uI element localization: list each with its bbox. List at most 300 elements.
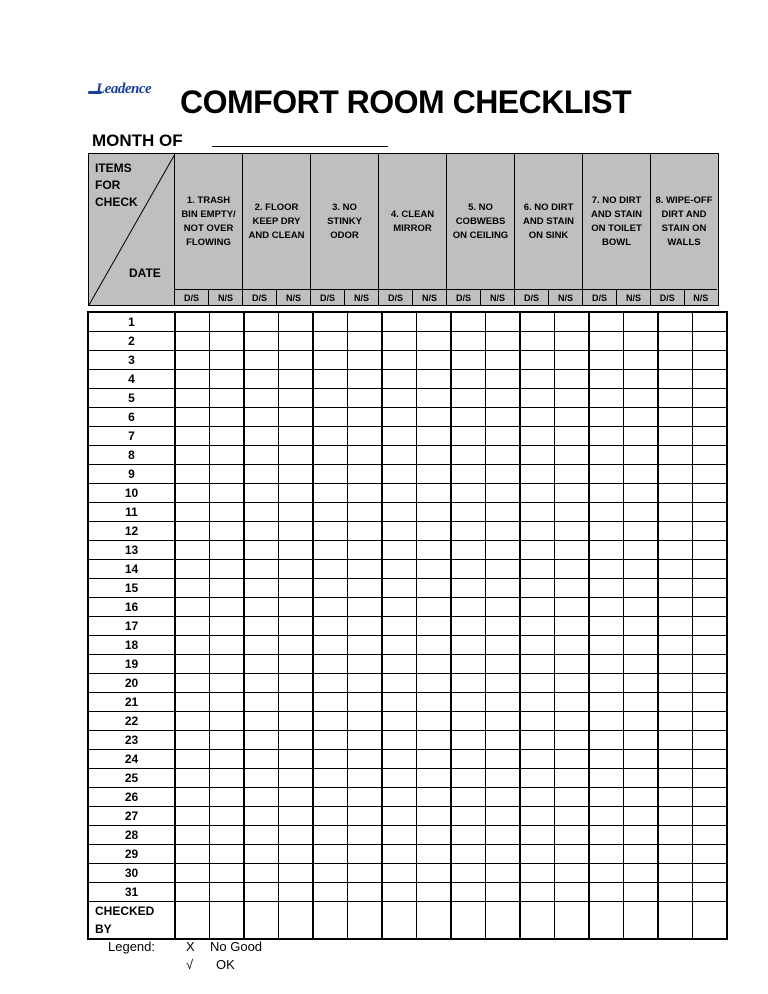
ns-check-cell[interactable] xyxy=(210,769,245,788)
ds-check-cell[interactable] xyxy=(244,408,279,427)
ns-check-cell[interactable] xyxy=(624,693,659,712)
ns-check-cell[interactable] xyxy=(417,788,452,807)
ns-check-cell[interactable] xyxy=(417,313,452,332)
ns-check-cell[interactable] xyxy=(417,617,452,636)
ns-check-cell[interactable] xyxy=(693,598,727,617)
ns-check-cell[interactable] xyxy=(210,427,245,446)
ds-check-cell[interactable] xyxy=(244,522,279,541)
ns-check-cell[interactable] xyxy=(693,389,727,408)
ns-check-cell[interactable] xyxy=(555,693,590,712)
ns-check-cell[interactable] xyxy=(210,845,245,864)
ns-check-cell[interactable] xyxy=(348,332,383,351)
ds-check-cell[interactable] xyxy=(313,484,348,503)
ns-check-cell[interactable] xyxy=(210,522,245,541)
ns-check-cell[interactable] xyxy=(348,465,383,484)
ns-check-cell[interactable] xyxy=(693,541,727,560)
ns-check-cell[interactable] xyxy=(279,465,314,484)
ns-check-cell[interactable] xyxy=(693,522,727,541)
ds-check-cell[interactable] xyxy=(244,370,279,389)
ns-check-cell[interactable] xyxy=(417,560,452,579)
ns-check-cell[interactable] xyxy=(693,503,727,522)
ns-check-cell[interactable] xyxy=(693,750,727,769)
ds-check-cell[interactable] xyxy=(382,503,417,522)
ds-check-cell[interactable] xyxy=(313,655,348,674)
ds-check-cell[interactable] xyxy=(313,560,348,579)
ns-check-cell[interactable] xyxy=(624,484,659,503)
ds-check-cell[interactable] xyxy=(382,693,417,712)
ns-check-cell[interactable] xyxy=(624,636,659,655)
ns-check-cell[interactable] xyxy=(417,731,452,750)
ns-check-cell[interactable] xyxy=(279,807,314,826)
ds-check-cell[interactable] xyxy=(451,370,486,389)
ns-check-cell[interactable] xyxy=(486,826,521,845)
ds-check-cell[interactable] xyxy=(244,902,279,939)
ds-check-cell[interactable] xyxy=(313,769,348,788)
ns-check-cell[interactable] xyxy=(624,313,659,332)
ns-check-cell[interactable] xyxy=(486,902,521,939)
ds-check-cell[interactable] xyxy=(520,883,555,902)
ns-check-cell[interactable] xyxy=(279,351,314,370)
ns-check-cell[interactable] xyxy=(624,826,659,845)
ds-check-cell[interactable] xyxy=(313,731,348,750)
ns-check-cell[interactable] xyxy=(624,389,659,408)
ds-check-cell[interactable] xyxy=(313,465,348,484)
ds-check-cell[interactable] xyxy=(175,864,210,883)
ns-check-cell[interactable] xyxy=(417,674,452,693)
ds-check-cell[interactable] xyxy=(451,389,486,408)
ds-check-cell[interactable] xyxy=(244,446,279,465)
ns-check-cell[interactable] xyxy=(348,636,383,655)
ds-check-cell[interactable] xyxy=(244,351,279,370)
ds-check-cell[interactable] xyxy=(589,408,624,427)
ds-check-cell[interactable] xyxy=(451,750,486,769)
ds-check-cell[interactable] xyxy=(589,541,624,560)
ns-check-cell[interactable] xyxy=(486,807,521,826)
ns-check-cell[interactable] xyxy=(348,598,383,617)
ds-check-cell[interactable] xyxy=(313,598,348,617)
ns-check-cell[interactable] xyxy=(210,446,245,465)
ds-check-cell[interactable] xyxy=(589,674,624,693)
ds-check-cell[interactable] xyxy=(658,313,693,332)
ns-check-cell[interactable] xyxy=(555,883,590,902)
ds-check-cell[interactable] xyxy=(313,332,348,351)
ds-check-cell[interactable] xyxy=(520,408,555,427)
ns-check-cell[interactable] xyxy=(348,389,383,408)
ds-check-cell[interactable] xyxy=(589,617,624,636)
ns-check-cell[interactable] xyxy=(417,370,452,389)
ns-check-cell[interactable] xyxy=(348,484,383,503)
ds-check-cell[interactable] xyxy=(382,484,417,503)
ds-check-cell[interactable] xyxy=(382,351,417,370)
ns-check-cell[interactable] xyxy=(279,427,314,446)
ds-check-cell[interactable] xyxy=(313,579,348,598)
ds-check-cell[interactable] xyxy=(658,617,693,636)
ds-check-cell[interactable] xyxy=(520,389,555,408)
ds-check-cell[interactable] xyxy=(451,864,486,883)
ns-check-cell[interactable] xyxy=(210,826,245,845)
ns-check-cell[interactable] xyxy=(279,389,314,408)
ds-check-cell[interactable] xyxy=(244,465,279,484)
ds-check-cell[interactable] xyxy=(589,446,624,465)
ds-check-cell[interactable] xyxy=(313,617,348,636)
ds-check-cell[interactable] xyxy=(244,750,279,769)
ns-check-cell[interactable] xyxy=(486,693,521,712)
ds-check-cell[interactable] xyxy=(658,864,693,883)
ds-check-cell[interactable] xyxy=(451,313,486,332)
ns-check-cell[interactable] xyxy=(210,712,245,731)
ns-check-cell[interactable] xyxy=(486,883,521,902)
ds-check-cell[interactable] xyxy=(658,731,693,750)
ds-check-cell[interactable] xyxy=(382,807,417,826)
ds-check-cell[interactable] xyxy=(313,693,348,712)
ds-check-cell[interactable] xyxy=(451,902,486,939)
ns-check-cell[interactable] xyxy=(693,674,727,693)
ns-check-cell[interactable] xyxy=(693,655,727,674)
ns-check-cell[interactable] xyxy=(693,560,727,579)
ns-check-cell[interactable] xyxy=(417,693,452,712)
ns-check-cell[interactable] xyxy=(417,408,452,427)
ds-check-cell[interactable] xyxy=(313,788,348,807)
ns-check-cell[interactable] xyxy=(279,731,314,750)
ds-check-cell[interactable] xyxy=(658,560,693,579)
ds-check-cell[interactable] xyxy=(382,902,417,939)
ns-check-cell[interactable] xyxy=(486,636,521,655)
ns-check-cell[interactable] xyxy=(279,370,314,389)
ds-check-cell[interactable] xyxy=(244,560,279,579)
ns-check-cell[interactable] xyxy=(279,883,314,902)
ds-check-cell[interactable] xyxy=(658,389,693,408)
ns-check-cell[interactable] xyxy=(693,370,727,389)
ds-check-cell[interactable] xyxy=(244,712,279,731)
ds-check-cell[interactable] xyxy=(451,332,486,351)
ds-check-cell[interactable] xyxy=(244,693,279,712)
ds-check-cell[interactable] xyxy=(313,351,348,370)
ns-check-cell[interactable] xyxy=(486,731,521,750)
ns-check-cell[interactable] xyxy=(417,902,452,939)
ds-check-cell[interactable] xyxy=(175,408,210,427)
ns-check-cell[interactable] xyxy=(555,674,590,693)
ds-check-cell[interactable] xyxy=(175,674,210,693)
ds-check-cell[interactable] xyxy=(520,446,555,465)
ns-check-cell[interactable] xyxy=(210,750,245,769)
ns-check-cell[interactable] xyxy=(210,636,245,655)
ns-check-cell[interactable] xyxy=(624,864,659,883)
ds-check-cell[interactable] xyxy=(382,370,417,389)
ns-check-cell[interactable] xyxy=(348,313,383,332)
ns-check-cell[interactable] xyxy=(486,655,521,674)
ns-check-cell[interactable] xyxy=(486,769,521,788)
ds-check-cell[interactable] xyxy=(382,750,417,769)
ns-check-cell[interactable] xyxy=(486,598,521,617)
ns-check-cell[interactable] xyxy=(210,807,245,826)
ns-check-cell[interactable] xyxy=(555,712,590,731)
ns-check-cell[interactable] xyxy=(555,655,590,674)
ns-check-cell[interactable] xyxy=(486,617,521,636)
ns-check-cell[interactable] xyxy=(693,579,727,598)
ns-check-cell[interactable] xyxy=(486,427,521,446)
ds-check-cell[interactable] xyxy=(589,503,624,522)
ds-check-cell[interactable] xyxy=(175,750,210,769)
ds-check-cell[interactable] xyxy=(451,636,486,655)
ns-check-cell[interactable] xyxy=(279,598,314,617)
ds-check-cell[interactable] xyxy=(175,484,210,503)
ns-check-cell[interactable] xyxy=(555,636,590,655)
ns-check-cell[interactable] xyxy=(417,465,452,484)
ns-check-cell[interactable] xyxy=(693,902,727,939)
ns-check-cell[interactable] xyxy=(348,579,383,598)
ns-check-cell[interactable] xyxy=(555,826,590,845)
ds-check-cell[interactable] xyxy=(589,370,624,389)
ds-check-cell[interactable] xyxy=(313,883,348,902)
ds-check-cell[interactable] xyxy=(175,313,210,332)
ns-check-cell[interactable] xyxy=(279,332,314,351)
ds-check-cell[interactable] xyxy=(175,617,210,636)
ds-check-cell[interactable] xyxy=(520,769,555,788)
ns-check-cell[interactable] xyxy=(210,484,245,503)
ns-check-cell[interactable] xyxy=(210,332,245,351)
ds-check-cell[interactable] xyxy=(520,712,555,731)
ds-check-cell[interactable] xyxy=(382,541,417,560)
ds-check-cell[interactable] xyxy=(451,693,486,712)
ds-check-cell[interactable] xyxy=(589,788,624,807)
ns-check-cell[interactable] xyxy=(210,598,245,617)
ds-check-cell[interactable] xyxy=(520,541,555,560)
ns-check-cell[interactable] xyxy=(279,902,314,939)
ns-check-cell[interactable] xyxy=(210,370,245,389)
ns-check-cell[interactable] xyxy=(624,655,659,674)
ns-check-cell[interactable] xyxy=(279,864,314,883)
ns-check-cell[interactable] xyxy=(417,427,452,446)
ds-check-cell[interactable] xyxy=(382,332,417,351)
ds-check-cell[interactable] xyxy=(382,655,417,674)
ds-check-cell[interactable] xyxy=(451,655,486,674)
ds-check-cell[interactable] xyxy=(658,484,693,503)
ns-check-cell[interactable] xyxy=(279,788,314,807)
ds-check-cell[interactable] xyxy=(244,845,279,864)
ds-check-cell[interactable] xyxy=(520,826,555,845)
ns-check-cell[interactable] xyxy=(555,579,590,598)
ds-check-cell[interactable] xyxy=(520,579,555,598)
ds-check-cell[interactable] xyxy=(520,598,555,617)
ds-check-cell[interactable] xyxy=(451,351,486,370)
ns-check-cell[interactable] xyxy=(555,332,590,351)
ds-check-cell[interactable] xyxy=(589,313,624,332)
ds-check-cell[interactable] xyxy=(382,674,417,693)
ds-check-cell[interactable] xyxy=(451,845,486,864)
ns-check-cell[interactable] xyxy=(624,522,659,541)
ns-check-cell[interactable] xyxy=(624,465,659,484)
ns-check-cell[interactable] xyxy=(693,712,727,731)
ds-check-cell[interactable] xyxy=(313,712,348,731)
ds-check-cell[interactable] xyxy=(244,807,279,826)
ns-check-cell[interactable] xyxy=(348,655,383,674)
ns-check-cell[interactable] xyxy=(555,807,590,826)
ds-check-cell[interactable] xyxy=(658,712,693,731)
ds-check-cell[interactable] xyxy=(589,731,624,750)
ds-check-cell[interactable] xyxy=(658,351,693,370)
ns-check-cell[interactable] xyxy=(693,731,727,750)
ds-check-cell[interactable] xyxy=(658,579,693,598)
ns-check-cell[interactable] xyxy=(693,332,727,351)
ns-check-cell[interactable] xyxy=(624,427,659,446)
ds-check-cell[interactable] xyxy=(451,503,486,522)
ns-check-cell[interactable] xyxy=(279,579,314,598)
ds-check-cell[interactable] xyxy=(658,750,693,769)
ns-check-cell[interactable] xyxy=(486,579,521,598)
ns-check-cell[interactable] xyxy=(693,845,727,864)
ns-check-cell[interactable] xyxy=(624,845,659,864)
ns-check-cell[interactable] xyxy=(210,465,245,484)
ds-check-cell[interactable] xyxy=(175,351,210,370)
ns-check-cell[interactable] xyxy=(348,750,383,769)
ns-check-cell[interactable] xyxy=(417,351,452,370)
ns-check-cell[interactable] xyxy=(348,560,383,579)
ns-check-cell[interactable] xyxy=(279,750,314,769)
ds-check-cell[interactable] xyxy=(175,389,210,408)
ns-check-cell[interactable] xyxy=(210,579,245,598)
ds-check-cell[interactable] xyxy=(451,446,486,465)
ds-check-cell[interactable] xyxy=(244,427,279,446)
ds-check-cell[interactable] xyxy=(451,788,486,807)
ds-check-cell[interactable] xyxy=(175,522,210,541)
ns-check-cell[interactable] xyxy=(555,617,590,636)
ds-check-cell[interactable] xyxy=(589,560,624,579)
ns-check-cell[interactable] xyxy=(348,864,383,883)
ds-check-cell[interactable] xyxy=(658,598,693,617)
ns-check-cell[interactable] xyxy=(486,674,521,693)
ds-check-cell[interactable] xyxy=(382,408,417,427)
ns-check-cell[interactable] xyxy=(693,636,727,655)
ns-check-cell[interactable] xyxy=(555,370,590,389)
ds-check-cell[interactable] xyxy=(244,598,279,617)
ns-check-cell[interactable] xyxy=(624,541,659,560)
ds-check-cell[interactable] xyxy=(589,712,624,731)
ds-check-cell[interactable] xyxy=(382,598,417,617)
ns-check-cell[interactable] xyxy=(486,389,521,408)
ns-check-cell[interactable] xyxy=(555,427,590,446)
ds-check-cell[interactable] xyxy=(313,845,348,864)
ns-check-cell[interactable] xyxy=(348,617,383,636)
ns-check-cell[interactable] xyxy=(417,503,452,522)
ds-check-cell[interactable] xyxy=(244,883,279,902)
ns-check-cell[interactable] xyxy=(279,503,314,522)
ns-check-cell[interactable] xyxy=(486,313,521,332)
ds-check-cell[interactable] xyxy=(658,503,693,522)
ns-check-cell[interactable] xyxy=(279,693,314,712)
ds-check-cell[interactable] xyxy=(589,750,624,769)
ds-check-cell[interactable] xyxy=(244,655,279,674)
ds-check-cell[interactable] xyxy=(244,769,279,788)
ns-check-cell[interactable] xyxy=(624,408,659,427)
ns-check-cell[interactable] xyxy=(555,351,590,370)
ns-check-cell[interactable] xyxy=(693,465,727,484)
ns-check-cell[interactable] xyxy=(624,769,659,788)
ns-check-cell[interactable] xyxy=(210,655,245,674)
ns-check-cell[interactable] xyxy=(693,351,727,370)
ns-check-cell[interactable] xyxy=(348,427,383,446)
ds-check-cell[interactable] xyxy=(451,883,486,902)
ds-check-cell[interactable] xyxy=(589,864,624,883)
ds-check-cell[interactable] xyxy=(313,522,348,541)
ds-check-cell[interactable] xyxy=(520,845,555,864)
ns-check-cell[interactable] xyxy=(210,351,245,370)
ds-check-cell[interactable] xyxy=(313,389,348,408)
ns-check-cell[interactable] xyxy=(624,712,659,731)
ds-check-cell[interactable] xyxy=(451,522,486,541)
ns-check-cell[interactable] xyxy=(348,712,383,731)
ds-check-cell[interactable] xyxy=(589,845,624,864)
ds-check-cell[interactable] xyxy=(589,598,624,617)
ns-check-cell[interactable] xyxy=(555,845,590,864)
ds-check-cell[interactable] xyxy=(382,826,417,845)
ds-check-cell[interactable] xyxy=(520,674,555,693)
ds-check-cell[interactable] xyxy=(589,693,624,712)
ns-check-cell[interactable] xyxy=(417,712,452,731)
ds-check-cell[interactable] xyxy=(589,807,624,826)
ns-check-cell[interactable] xyxy=(486,465,521,484)
ds-check-cell[interactable] xyxy=(520,484,555,503)
ns-check-cell[interactable] xyxy=(624,731,659,750)
ds-check-cell[interactable] xyxy=(244,332,279,351)
ds-check-cell[interactable] xyxy=(382,313,417,332)
ds-check-cell[interactable] xyxy=(589,579,624,598)
ds-check-cell[interactable] xyxy=(175,465,210,484)
ns-check-cell[interactable] xyxy=(210,731,245,750)
ds-check-cell[interactable] xyxy=(244,826,279,845)
ns-check-cell[interactable] xyxy=(210,674,245,693)
ds-check-cell[interactable] xyxy=(520,465,555,484)
ns-check-cell[interactable] xyxy=(624,446,659,465)
ds-check-cell[interactable] xyxy=(658,655,693,674)
ds-check-cell[interactable] xyxy=(589,427,624,446)
ds-check-cell[interactable] xyxy=(244,389,279,408)
ds-check-cell[interactable] xyxy=(520,617,555,636)
ds-check-cell[interactable] xyxy=(520,731,555,750)
ds-check-cell[interactable] xyxy=(658,427,693,446)
ds-check-cell[interactable] xyxy=(175,598,210,617)
ns-check-cell[interactable] xyxy=(486,370,521,389)
ds-check-cell[interactable] xyxy=(382,427,417,446)
ns-check-cell[interactable] xyxy=(555,750,590,769)
ds-check-cell[interactable] xyxy=(175,902,210,939)
ns-check-cell[interactable] xyxy=(486,522,521,541)
ds-check-cell[interactable] xyxy=(451,484,486,503)
ns-check-cell[interactable] xyxy=(348,370,383,389)
ns-check-cell[interactable] xyxy=(348,769,383,788)
ds-check-cell[interactable] xyxy=(451,598,486,617)
ns-check-cell[interactable] xyxy=(279,674,314,693)
ns-check-cell[interactable] xyxy=(486,845,521,864)
ns-check-cell[interactable] xyxy=(486,788,521,807)
ds-check-cell[interactable] xyxy=(175,636,210,655)
ds-check-cell[interactable] xyxy=(175,503,210,522)
ns-check-cell[interactable] xyxy=(210,503,245,522)
ds-check-cell[interactable] xyxy=(451,579,486,598)
ns-check-cell[interactable] xyxy=(555,769,590,788)
ns-check-cell[interactable] xyxy=(348,788,383,807)
ds-check-cell[interactable] xyxy=(244,731,279,750)
ds-check-cell[interactable] xyxy=(520,902,555,939)
ns-check-cell[interactable] xyxy=(279,522,314,541)
ns-check-cell[interactable] xyxy=(624,807,659,826)
ns-check-cell[interactable] xyxy=(210,541,245,560)
ds-check-cell[interactable] xyxy=(244,636,279,655)
ns-check-cell[interactable] xyxy=(279,617,314,636)
ds-check-cell[interactable] xyxy=(175,332,210,351)
ds-check-cell[interactable] xyxy=(520,503,555,522)
ds-check-cell[interactable] xyxy=(589,655,624,674)
ns-check-cell[interactable] xyxy=(624,674,659,693)
